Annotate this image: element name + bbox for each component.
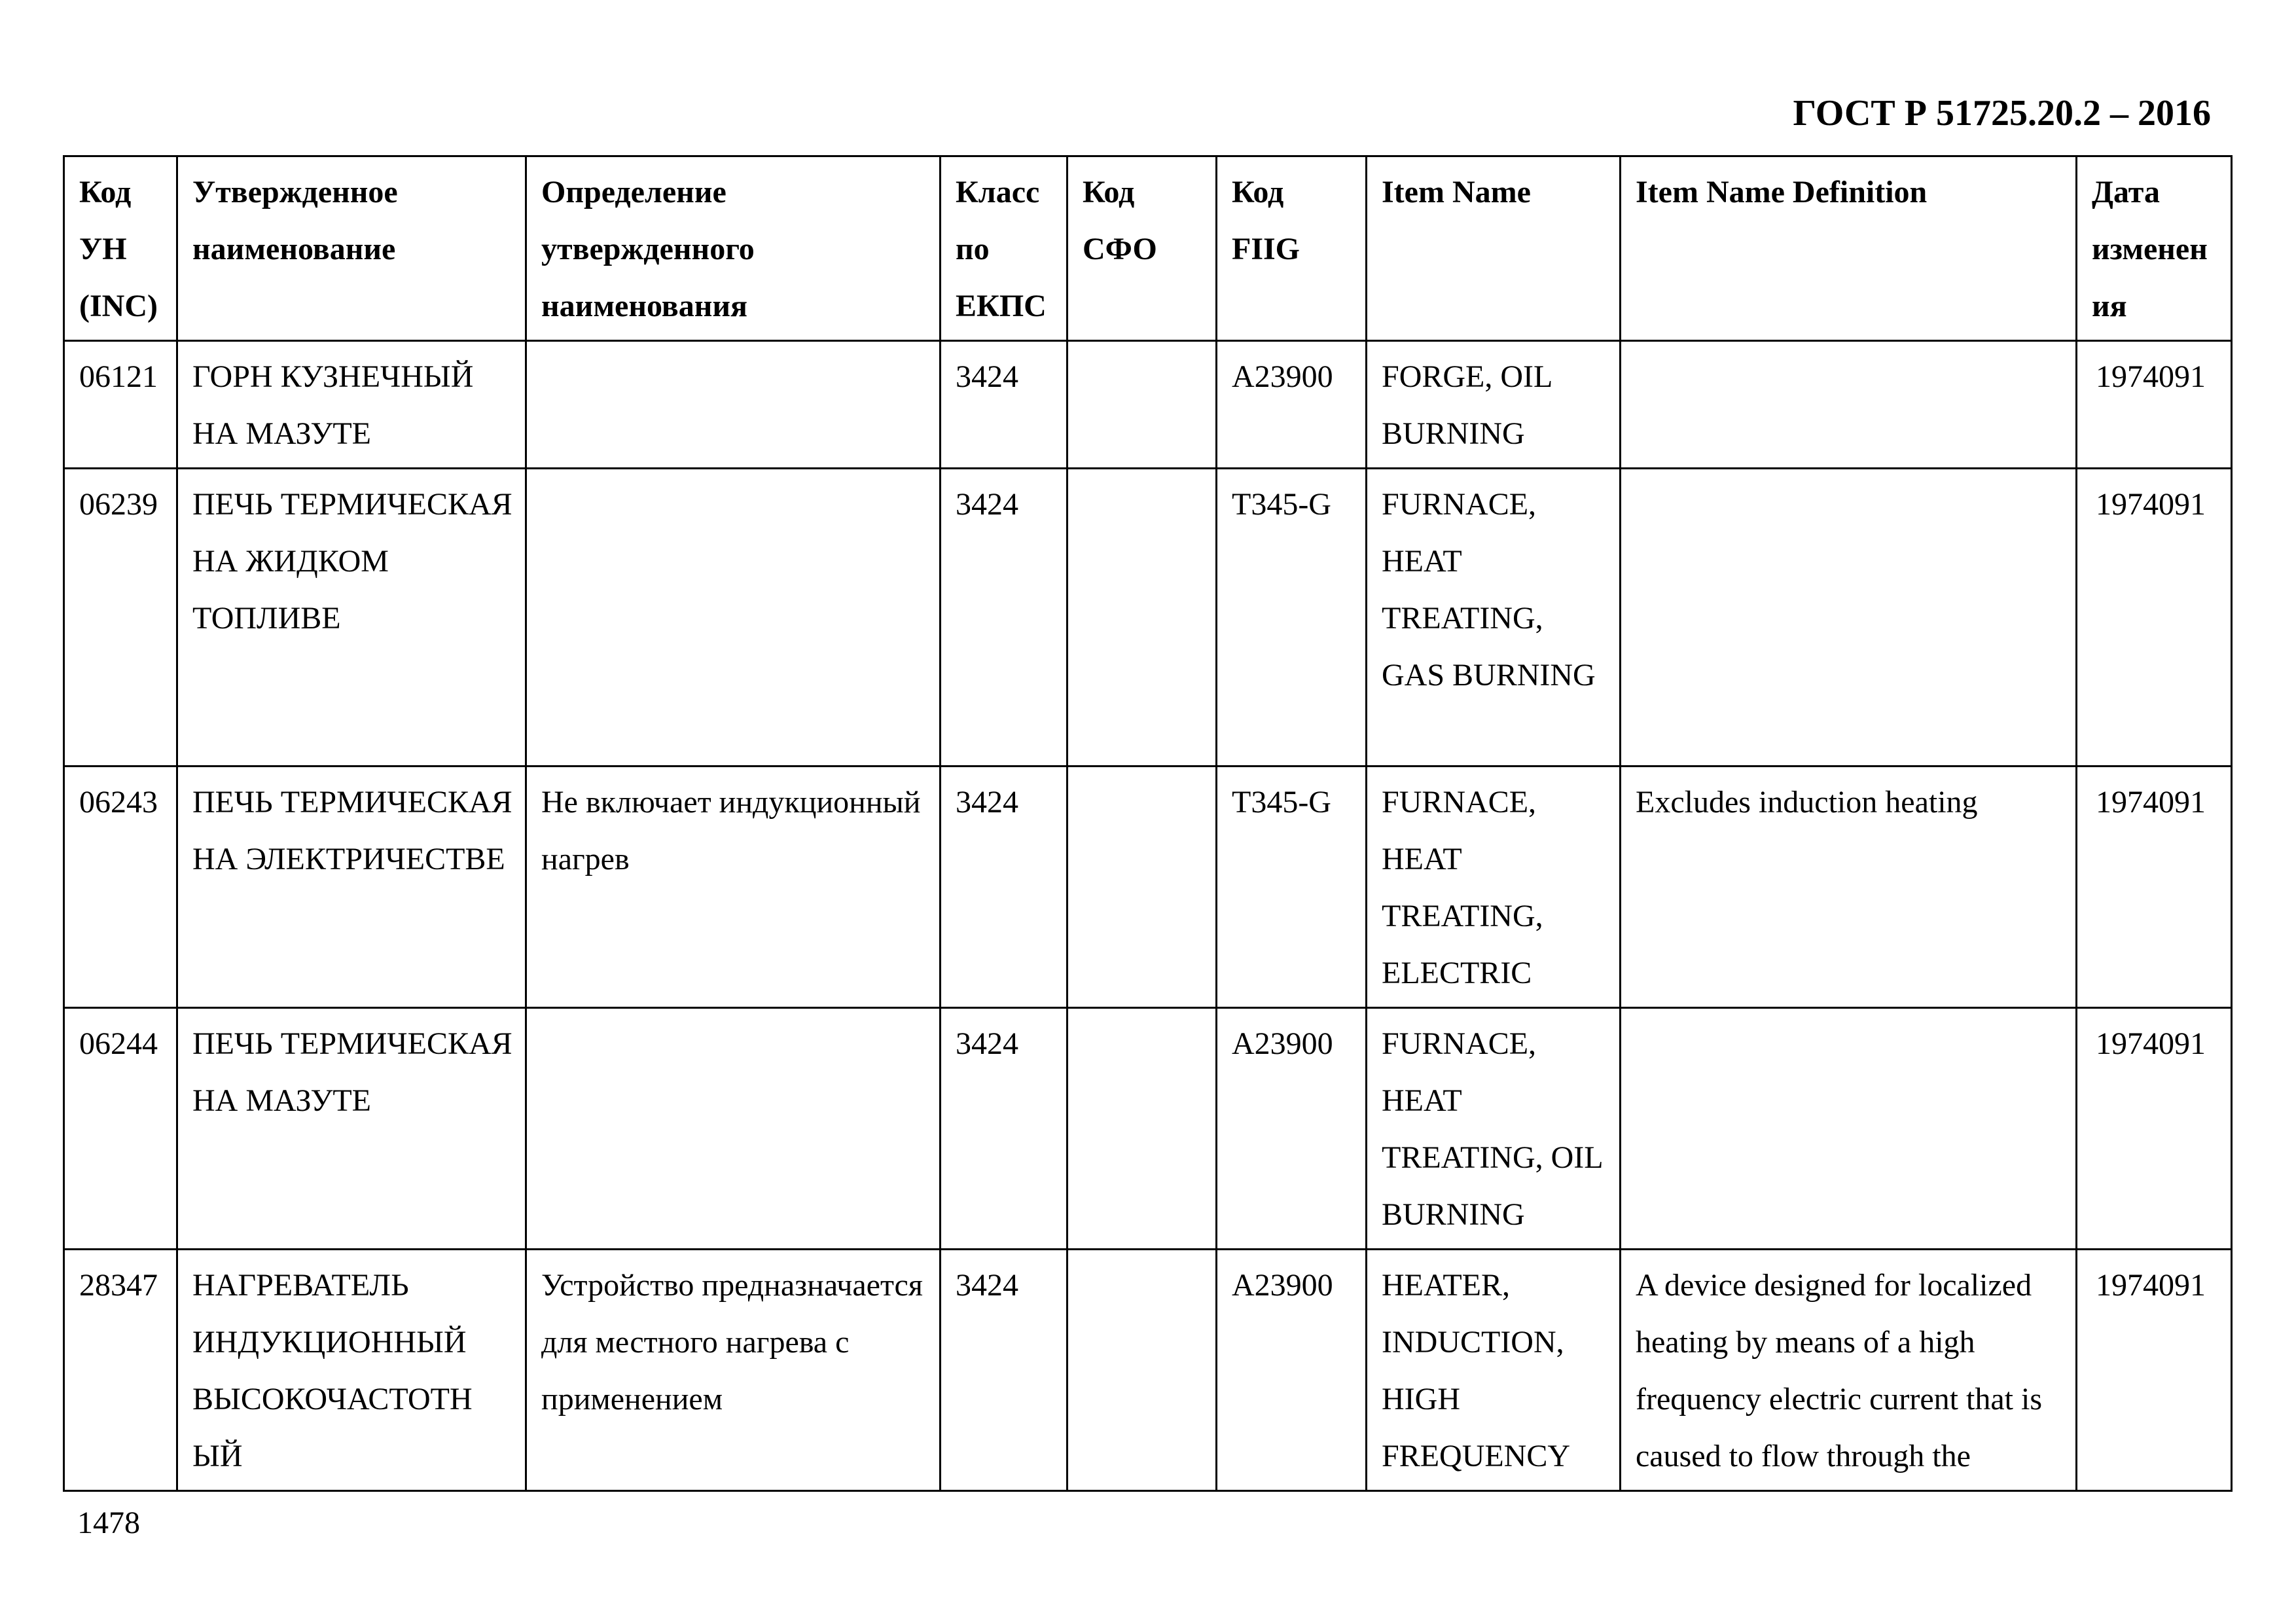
document-code: ГОСТ Р 51725.20.2 – 2016 xyxy=(1793,93,2211,134)
table-header-row xyxy=(64,156,2232,341)
table-row xyxy=(64,1250,2232,1491)
cell-fiig: A23900 xyxy=(1217,1250,1367,1491)
col-header-approved-name: Утвержденное наименование xyxy=(177,156,526,341)
cell-item-definition: A device designed for localized heating by means of a high frequency electric current that is caused to flow through the xyxy=(1621,1250,2077,1491)
cell-fiig: T345-G xyxy=(1217,767,1367,1008)
cell-inc: 06121 xyxy=(64,341,177,469)
cell-item-definition: Excludes induction heating xyxy=(1621,767,2077,1008)
cell-inc: 06244 xyxy=(64,1008,177,1250)
cell-class: 3424 xyxy=(941,1008,1067,1250)
cell-approved-name: ПЕЧЬ ТЕРМИЧЕСКАЯ НА ЖИДКОМ ТОПЛИВЕ xyxy=(177,469,526,767)
cell-item-definition xyxy=(1621,341,2077,469)
col-header-class: Класс по ЕКПС xyxy=(941,156,1067,341)
cell-fiig: A23900 xyxy=(1217,341,1367,469)
table-row xyxy=(64,767,2232,1008)
cell-sfo xyxy=(1067,1008,1217,1250)
cell-change-date: 1974091 xyxy=(2077,341,2232,469)
cell-approved-name: ПЕЧЬ ТЕРМИЧЕСКАЯ НА МАЗУТЕ xyxy=(177,1008,526,1250)
col-header-inc: Код УН (INC) xyxy=(64,156,177,341)
cell-name-definition xyxy=(526,1008,941,1250)
cell-name-definition: Устройство предназначается для местного нагрева с применением xyxy=(526,1250,941,1491)
col-header-item-name: Item Name xyxy=(1367,156,1621,341)
page-number: 1478 xyxy=(77,1506,140,1540)
cell-sfo xyxy=(1067,341,1217,469)
cell-class: 3424 xyxy=(941,469,1067,767)
col-header-fiig: Код FIIG xyxy=(1217,156,1367,341)
col-header-change-date: Дата изменен ия xyxy=(2077,156,2232,341)
cell-change-date: 1974091 xyxy=(2077,1008,2232,1250)
table-row xyxy=(64,1008,2232,1250)
cell-change-date: 1974091 xyxy=(2077,1250,2232,1491)
col-header-item-name-definition: Item Name Definition xyxy=(1621,156,2077,341)
cell-item-definition xyxy=(1621,1008,2077,1250)
cell-sfo xyxy=(1067,469,1217,767)
cell-name-definition xyxy=(526,341,941,469)
cell-approved-name: ПЕЧЬ ТЕРМИЧЕСКАЯ НА ЭЛЕКТРИЧЕСТВЕ xyxy=(177,767,526,1008)
cell-class: 3424 xyxy=(941,341,1067,469)
cell-change-date: 1974091 xyxy=(2077,767,2232,1008)
col-header-name-definition: Определение утвержденного наименования xyxy=(526,156,941,341)
cell-name-definition: Не включает индукционный нагрев xyxy=(526,767,941,1008)
cell-fiig: A23900 xyxy=(1217,1008,1367,1250)
cell-sfo xyxy=(1067,767,1217,1008)
cell-class: 3424 xyxy=(941,767,1067,1008)
table-row xyxy=(64,341,2232,469)
cell-approved-name: НАГРЕВАТЕЛЬ ИНДУКЦИОННЫЙ ВЫСОКОЧАСТОТН ЫЙ xyxy=(177,1250,526,1491)
cell-approved-name: ГОРН КУЗНЕЧНЫЙ НА МАЗУТЕ xyxy=(177,341,526,469)
cell-inc: 28347 xyxy=(64,1250,177,1491)
cell-item-definition xyxy=(1621,469,2077,767)
cell-sfo xyxy=(1067,1250,1217,1491)
cell-inc: 06243 xyxy=(64,767,177,1008)
cell-item-name: FURNACE, HEAT TREATING, OIL BURNING xyxy=(1367,1008,1621,1250)
cell-item-name: FURNACE, HEAT TREATING, ELECTRIC xyxy=(1367,767,1621,1008)
cell-item-name: FORGE, OIL BURNING xyxy=(1367,341,1621,469)
cell-fiig: T345-G xyxy=(1217,469,1367,767)
inc-table xyxy=(63,155,2233,1492)
col-header-sfo: Код СФО xyxy=(1067,156,1217,341)
cell-name-definition xyxy=(526,469,941,767)
cell-class: 3424 xyxy=(941,1250,1067,1491)
cell-item-name: FURNACE, HEAT TREATING, GAS BURNING xyxy=(1367,469,1621,767)
cell-item-name: HEATER, INDUCTION, HIGH FREQUENCY xyxy=(1367,1250,1621,1491)
cell-inc: 06239 xyxy=(64,469,177,767)
cell-change-date: 1974091 xyxy=(2077,469,2232,767)
table-row xyxy=(64,469,2232,767)
